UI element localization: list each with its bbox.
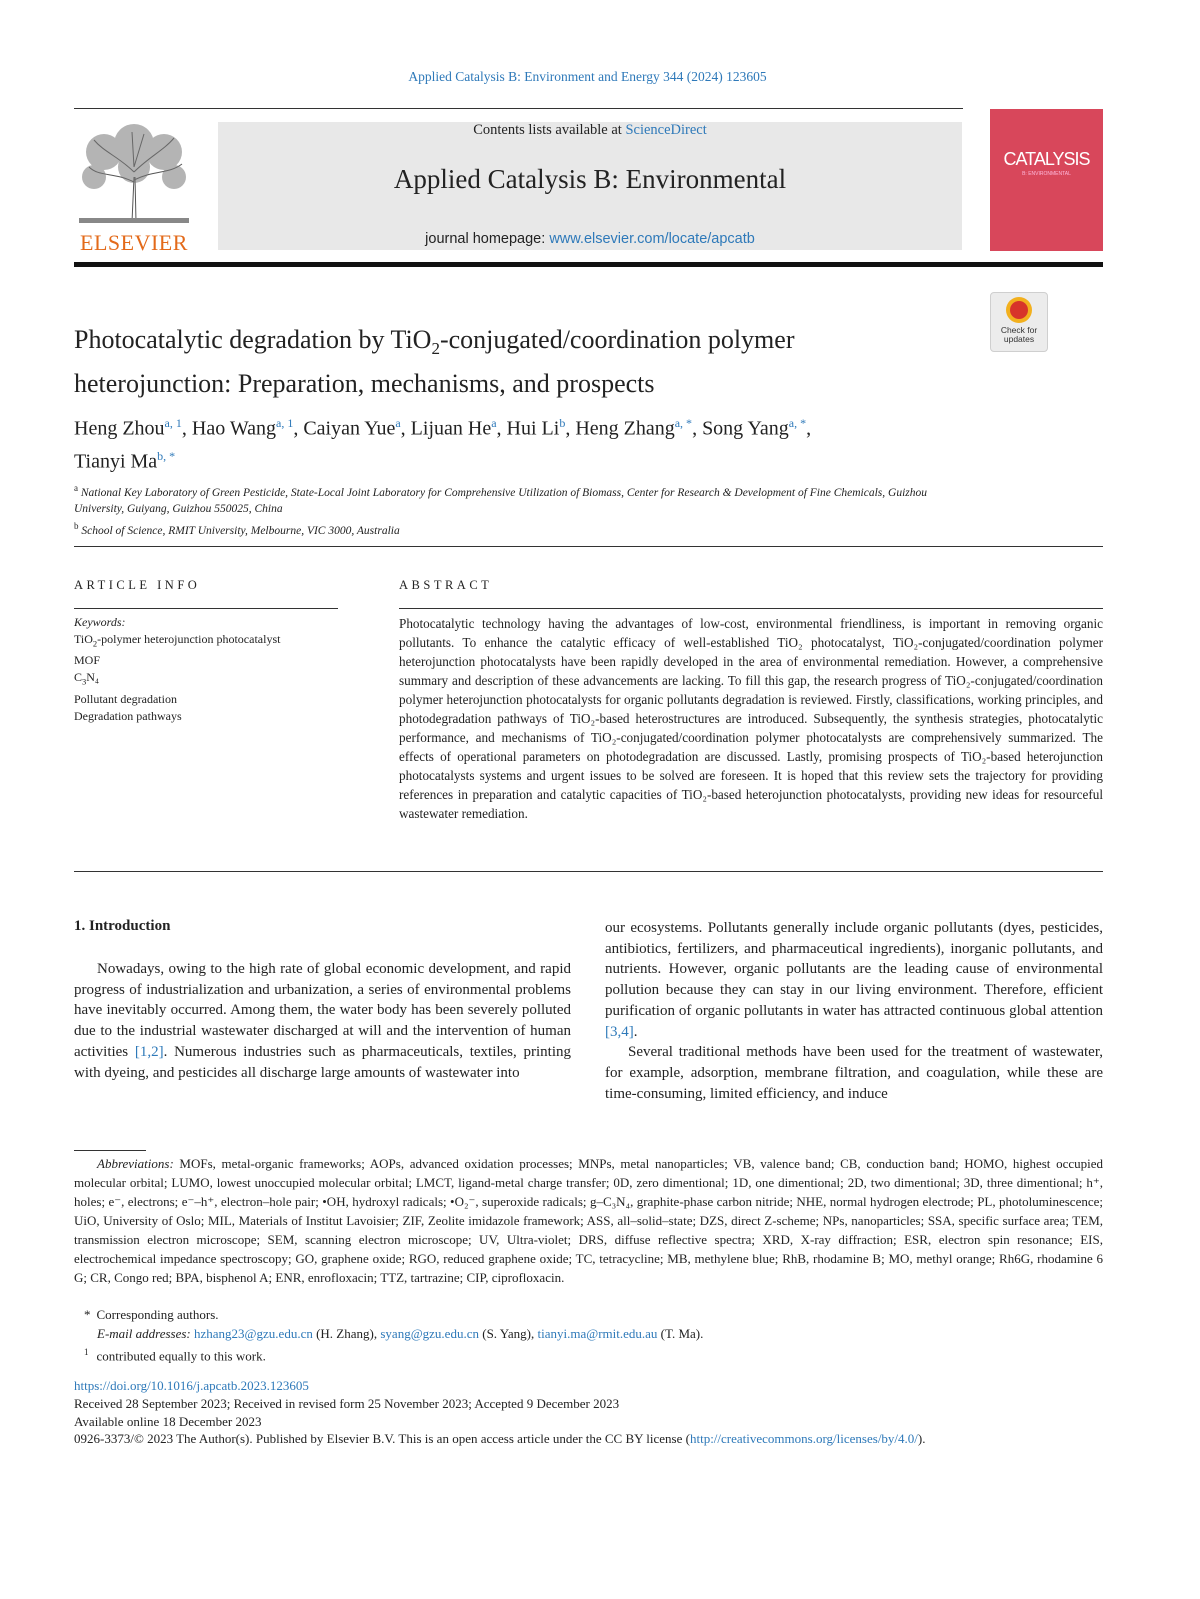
author-affiliation-marker[interactable]: a, * xyxy=(788,416,807,430)
author-separator: , xyxy=(692,417,703,440)
author-separator: , xyxy=(806,417,812,440)
author-name[interactable]: Tianyi Ma xyxy=(74,450,158,473)
abstract-heading: ABSTRACT xyxy=(399,578,493,592)
abstract-text: Photocatalytic technology having the advantages of low-cost, environmental friendliness, is important in removing organic pollutants. To enhance the catalytic efficacy of well-established TiO₂ photocatalyst, TiO₂-conjugated/coordination polymer heterojunction photocatalysts have been rapidly developed in the area of environmental remediation. However, a comprehensive summary and description of these advancements are lacking. To fill this gap, the research progress of TiO₂-conjugated/coordination polymer heterojunction photocatalysts for organic pollutants degradation is reviewed. Firstly, classifications, working principles, and photodegradation pathways of TiO₂-based heterostructures are introduced. Subsequently, the synthesis strategies, photocatalytic performance, and mechanisms of TiO₂-conjugated/coordination polymer photocatalysts are comprehensively summarized. The effects of operational parameters on photodegradation are discussed. Lastly, promising prospects of TiO₂-based heterojunction photocatalysts systems and urgent issues to be solved are foreseen. It is hoped that this review sets the trajectory for providing references in preparation and catalytic capacities of TiO₂-based heterojunction photocatalysts, providing new ideas for resourceful wastewater remediation. xyxy=(399,616,1103,821)
abstract-bottom-rule xyxy=(74,871,1103,872)
check-for-updates-label: Check for updates xyxy=(1000,325,1038,344)
corresponding-footnote: * Corresponding authors. xyxy=(84,1307,219,1322)
keyword-item[interactable]: MOF xyxy=(74,653,101,668)
homepage-link[interactable]: www.elsevier.com/locate/apcatb xyxy=(549,231,755,247)
section-rule xyxy=(74,546,1103,547)
author-name[interactable]: Caiyan Yue xyxy=(303,417,396,440)
received-dates: Received 28 September 2023; Received in revised form 25 November 2023; Accepted 9 December 2023 xyxy=(74,1396,620,1411)
body-column-left xyxy=(74,959,571,1083)
contents-line xyxy=(218,122,962,139)
author-name[interactable]: Heng Zhou xyxy=(74,417,165,440)
journal-name: Applied Catalysis B: Environmental xyxy=(393,164,787,194)
affiliation-b: $^b$ School of Science, RMIT University, Melbourne, VIC 3000, Australia xyxy=(74,520,400,537)
author-affiliation-marker[interactable]: a, * xyxy=(674,416,693,430)
affiliation-a: $^a$ National Key Laboratory of Green Pesticide, State-Local Joint Laboratory for Comprehensive Utilization of Biomass, Center for Research & Development of Fine Chemicals, Guizhou University, Guiyang, Guizhou 550025, China xyxy=(74,483,927,516)
footnote-rule xyxy=(74,1150,146,1151)
author-separator: , xyxy=(496,417,507,440)
paragraph: Several traditional methods have been used for the treatment of wastewater, for example, adsorption, membrane filtration, and coagulation, while these are time-consuming, limited efficiency, and induce xyxy=(605,1044,1103,1102)
keyword-item[interactable]: Pollutant degradation xyxy=(74,691,177,706)
author-list xyxy=(74,410,1014,475)
keyword-item[interactable]: Degradation pathways xyxy=(74,708,182,723)
journal-homepage xyxy=(218,231,962,247)
author-affiliation-marker[interactable]: a, 1 xyxy=(276,416,294,430)
author-separator: , xyxy=(181,417,192,440)
citation-link[interactable]: [1,2] xyxy=(134,1043,164,1060)
abbreviations-footnote: Abbreviations: MOFs, metal-organic frameworks; AOPs, advanced oxidation processes; MNPs, metal nanoparticles; VB, valence band; CB, conduction band; HOMO, highest occupied molecular orbital; LUMO, lowest unoccupied molecular orbital; LMCT, ligand-metal charge transfer; 0D, zero dimentional; 1D, one dimentional; 2D, two dimentional; 3D, three dimentional; h⁺, holes; e⁻, electrons; e⁻–h⁺, electron–hole pair; •OH, hydroxyl radicals; •O₂⁻, superoxide radicals; g–C₃N₄, graphite-phase carbon nitride; NHE, normal hydrogen electrode; PL, photoluminescence; UiO, University of Oslo; MIL, Materials of Institut Lavoisier; ZIF, Zeolite imidazole framework; ASS, all–solid–state; DZS, direct Z-scheme; NPs, nanoparticles; SSA, specific surface area; TEM, transmission electron microscope; SEM, scanning electron microscope; UV, Ultra-violet; DRS, diffuse reflective spectra; XRD, X-ray diffraction; ESR, electron spin resonance; EIS, electrochemical impedance spectroscopy; GO, graphene oxide; RGO, reduced graphene oxide; TC, tetracycline; MB, methylene blue; RhB, rhodamine B; MO, methyl orange; Rh6G, rhodamine 6 G; CR, Congo red; BPA, bisphenol A; ENR, enrofloxacin; TTZ, tartrazine; CIP, ciprofloxacin. xyxy=(74,1156,1103,1285)
header-rule xyxy=(74,108,963,109)
cover-subtitle: B: ENVIRONMENTAL xyxy=(1022,171,1071,177)
bookmark-icon xyxy=(1006,297,1032,323)
journal-cover-image[interactable] xyxy=(990,109,1103,251)
email-link[interactable]: hzhang23@gzu.edu.cn xyxy=(194,1326,313,1341)
email-footnote: E-mail addresses: hzhang23@gzu.edu.cn (H. Zhang), syang@gzu.edu.cn (S. Yang), tianyi.ma@rmit.edu.au (T. Ma). xyxy=(97,1326,704,1341)
author-separator: , xyxy=(400,417,411,440)
author-name[interactable]: Heng Zhang xyxy=(575,417,675,440)
article-title: Photocatalytic degradation by TiO$_2$-conjugated/coordination polymer heterojunction: Preparation, mechanisms, and prospects xyxy=(74,325,795,399)
citation-link[interactable]: [3,4] xyxy=(605,1023,634,1040)
author-affiliation-marker[interactable]: b, * xyxy=(157,448,176,463)
author-affiliation-marker[interactable]: a, 1 xyxy=(164,416,182,430)
header-thick-rule xyxy=(74,262,1103,267)
keyword-item[interactable]: $C_3N_4$ xyxy=(74,670,100,687)
author-separator: , xyxy=(293,417,304,440)
license-line: 0926-3373/© 2023 The Author(s). Published by Elsevier B.V. This is an open access article under the CC BY license (http://creativecommons.org/licenses/by/4.0/). xyxy=(74,1431,926,1446)
keywords-block xyxy=(74,614,338,725)
available-online: Available online 18 December 2023 xyxy=(74,1414,262,1429)
sciencedirect-link[interactable]: ScienceDirect xyxy=(625,122,707,138)
paragraph: our ecosystems. Pollutants generally include organic pollutants (dyes, pesticides, antibiotics, fertilizers, and pharmaceutical ingredients), inorganic pollutants, and nutrients. However, organic pollutants are the leading cause of environmental pollution because they can stay in our living environment. Therefore, efficient purification of organic pollutants in water has attracted continuous global attention [3,4]. xyxy=(605,920,1103,1040)
abstract-rule xyxy=(399,608,1103,609)
article-info-heading: ARTICLE INFO xyxy=(74,578,201,592)
author-separator: , xyxy=(565,417,576,440)
keyword-item[interactable]: TiO$_2$-polymer heterojunction photocatalyst xyxy=(74,632,281,649)
author-affiliation-marker[interactable]: a xyxy=(491,416,497,430)
contents-prefix: Contents lists available at xyxy=(473,122,626,138)
author-affiliation-marker[interactable]: b xyxy=(559,416,566,430)
homepage-prefix: journal homepage: xyxy=(425,231,550,247)
email-link[interactable]: syang@gzu.edu.cn xyxy=(380,1326,479,1341)
doi-link[interactable]: https://doi.org/10.1016/j.apcatb.2023.123605 xyxy=(74,1378,309,1393)
author-name[interactable]: Song Yang xyxy=(702,417,789,440)
email-link[interactable]: tianyi.ma@rmit.edu.au xyxy=(537,1326,658,1341)
elsevier-logo[interactable] xyxy=(74,122,194,254)
affiliations xyxy=(74,480,974,539)
body-column-right xyxy=(605,918,1103,1104)
license-link[interactable]: http://creativecommons.org/licenses/by/4.0/ xyxy=(689,1431,918,1446)
author-name[interactable]: Hui Li xyxy=(506,417,560,440)
cover-title: CATALYSIS xyxy=(1003,149,1090,169)
elsevier-wordmark: ELSEVIER xyxy=(80,230,188,255)
introduction-heading: 1. Introduction xyxy=(74,918,171,934)
check-for-updates-button[interactable] xyxy=(990,292,1048,352)
paragraph: Nowadays, owing to the high rate of global economic development, and rapid progress of industrialization and urbanization, a series of environmental problems have inevitably occurred. Among them, the water body has been severely polluted due to the industrial wastewater discharged at will and the intervention of human activities [1,2]. Numerous industries such as pharmaceuticals, textiles, printing with dyeing, and pesticides all discharge large amounts of wastewater into xyxy=(74,961,571,1081)
keywords-label: Keywords: xyxy=(74,615,126,629)
author-affiliation-marker[interactable]: a xyxy=(395,416,401,430)
author-name[interactable]: Lijuan He xyxy=(410,417,492,440)
equal-contribution-footnote: $^1$ contributed equally to this work. xyxy=(84,1347,266,1364)
journal-reference-link[interactable]: Applied Catalysis B: Environment and Energy 344 (2024) 123605 xyxy=(408,69,767,84)
author-name[interactable]: Hao Wang xyxy=(191,417,276,440)
tree-icon xyxy=(74,122,194,226)
article-info-rule xyxy=(74,608,338,609)
